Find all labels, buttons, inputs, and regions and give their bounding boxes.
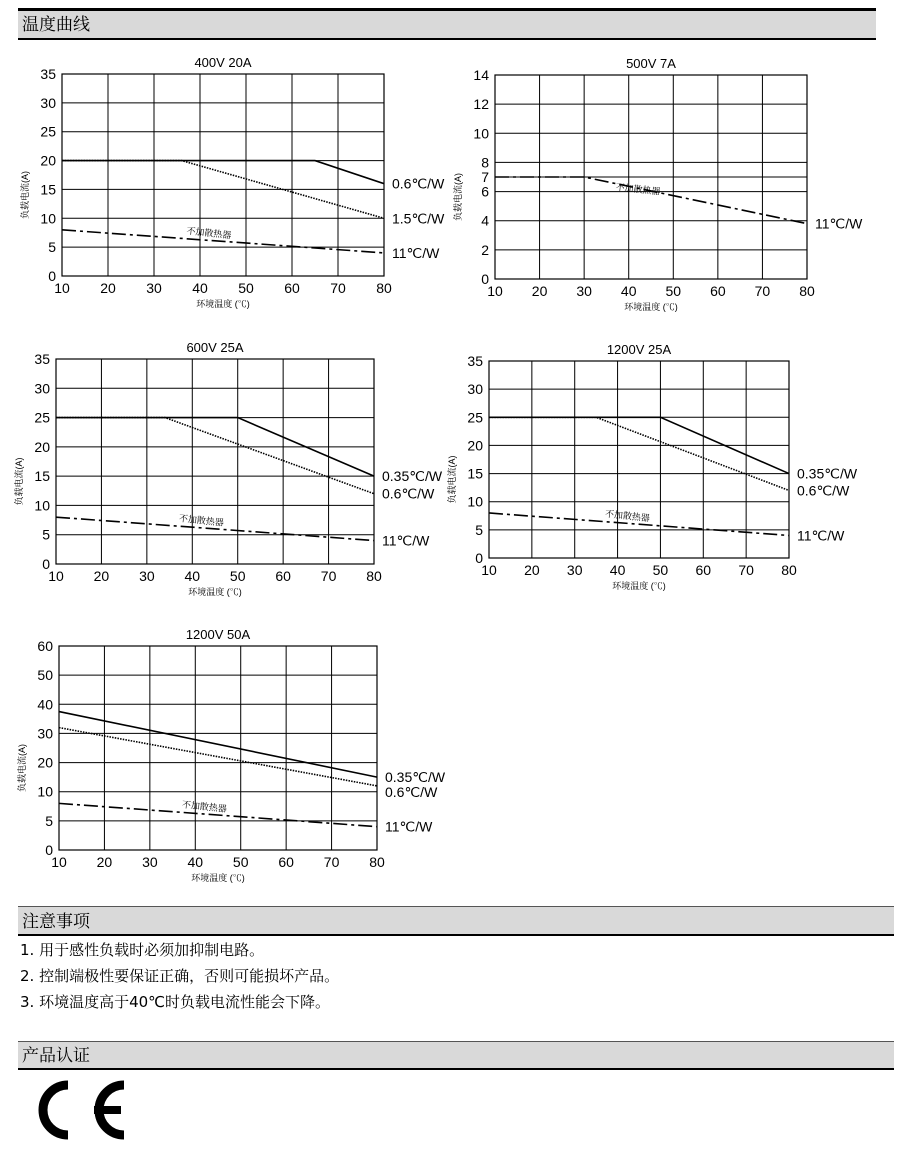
y-tick-label: 10	[467, 493, 483, 510]
y-tick-label: 30	[37, 725, 53, 742]
x-tick-label: 70	[330, 280, 346, 296]
x-tick-label: 40	[187, 854, 204, 870]
series-label: 11℃/W	[385, 818, 433, 835]
y-tick-label: 0	[475, 550, 483, 566]
y-tick-label: 25	[34, 409, 50, 426]
plot-frame	[59, 646, 377, 850]
y-tick-label: 0	[45, 842, 53, 858]
y-axis-label: 负载电流(A)	[17, 744, 27, 792]
y-tick-label: 40	[37, 696, 53, 713]
x-tick-label: 50	[229, 568, 246, 584]
x-tick-label: 70	[320, 568, 337, 584]
x-tick-label: 40	[184, 568, 201, 584]
y-tick-label: 0	[481, 271, 489, 287]
x-tick-label: 30	[146, 280, 162, 296]
y-tick-label: 30	[40, 94, 56, 111]
x-tick-label: 10	[54, 280, 70, 296]
no-heatsink-annotation: 不加散热器	[178, 513, 225, 528]
series-label: 0.35℃/W	[797, 465, 858, 482]
y-tick-label: 10	[40, 210, 56, 227]
note-item-3: 3. 环境温度高于40℃时负载电流性能会下降。	[20, 993, 331, 1011]
x-axis-label: 环境温度 (℃)	[612, 581, 666, 591]
series-label: 0.6℃/W	[385, 783, 438, 800]
section-title-certification: 产品认证	[18, 1041, 894, 1070]
x-tick-label: 10	[481, 562, 497, 578]
x-tick-label: 60	[710, 283, 726, 299]
x-tick-label: 70	[738, 562, 754, 578]
x-tick-label: 40	[192, 280, 208, 296]
x-tick-label: 60	[278, 854, 294, 870]
x-tick-label: 50	[232, 854, 249, 870]
y-tick-label: 35	[40, 66, 56, 82]
x-tick-label: 70	[323, 854, 340, 870]
x-tick-label: 20	[96, 854, 113, 870]
series-label: 11℃/W	[815, 215, 863, 232]
no-heatsink-annotation: 不加散热器	[615, 182, 661, 197]
y-tick-label: 5	[48, 239, 56, 256]
y-tick-label: 30	[34, 380, 50, 397]
x-tick-label: 60	[275, 568, 291, 584]
y-tick-label: 10	[37, 783, 53, 800]
series-label: 0.35℃/W	[382, 468, 443, 485]
y-tick-label: 5	[45, 812, 53, 829]
y-tick-label: 8	[481, 154, 489, 171]
y-tick-label: 60	[37, 638, 53, 654]
y-tick-label: 20	[37, 754, 53, 771]
x-tick-label: 30	[566, 562, 583, 578]
no-heatsink-annotation: 不加散热器	[185, 225, 232, 241]
x-axis-label: 环境温度 (℃)	[191, 873, 245, 883]
y-tick-label: 20	[467, 437, 483, 454]
x-tick-label: 40	[609, 562, 626, 578]
y-tick-label: 15	[467, 465, 483, 482]
x-tick-label: 50	[238, 280, 254, 296]
x-tick-label: 40	[620, 283, 637, 299]
x-tick-label: 20	[531, 283, 548, 299]
chart-title: 400V 20A	[194, 55, 252, 70]
series-label: 0.6℃/W	[797, 482, 850, 499]
x-tick-label: 10	[487, 283, 503, 299]
y-tick-label: 4	[481, 212, 489, 229]
y-tick-label: 2	[481, 241, 489, 258]
y-tick-label: 35	[34, 351, 50, 367]
x-tick-label: 80	[799, 283, 815, 299]
no-heatsink-annotation: 不加散热器	[181, 799, 228, 815]
x-tick-label: 20	[524, 562, 540, 578]
x-tick-label: 80	[366, 568, 382, 584]
y-axis-label: 负载电流(A)	[20, 171, 30, 219]
series-label: 0.35℃/W	[385, 769, 446, 786]
y-tick-label: 10	[34, 497, 50, 514]
note-item-2: 2. 控制端极性要保证正确，否则可能损坏产品。	[20, 967, 340, 985]
y-tick-label: 15	[40, 181, 56, 198]
x-tick-label: 50	[652, 562, 669, 578]
x-tick-label: 20	[100, 280, 116, 296]
x-tick-label: 30	[142, 854, 158, 870]
y-tick-label: 5	[475, 521, 483, 538]
y-tick-label: 30	[467, 381, 483, 398]
y-tick-label: 0	[48, 268, 56, 284]
x-axis-label: 环境温度 (℃)	[196, 299, 250, 309]
series-line-dotted	[59, 728, 377, 786]
chart-title: 500V 7A	[626, 56, 676, 71]
y-tick-label: 14	[473, 67, 489, 83]
x-tick-label: 10	[48, 568, 64, 584]
y-tick-label: 25	[40, 123, 56, 140]
y-tick-label: 20	[34, 438, 50, 455]
x-tick-label: 80	[781, 562, 797, 578]
x-tick-label: 60	[695, 562, 712, 578]
y-tick-label: 35	[467, 353, 483, 369]
ce-mark-c	[43, 1085, 68, 1135]
x-tick-label: 60	[284, 280, 300, 296]
note-item-1: 1. 用于感性负载时必须加抑制电路。	[20, 941, 265, 959]
x-tick-label: 80	[369, 854, 385, 870]
y-tick-label: 50	[37, 667, 53, 684]
series-line-solid	[59, 712, 377, 778]
no-heatsink-annotation: 不加散热器	[604, 508, 651, 524]
y-tick-label: 10	[473, 125, 489, 142]
series-label: 1.5℃/W	[392, 210, 445, 227]
y-tick-label: 6	[481, 183, 489, 200]
x-tick-label: 70	[754, 283, 771, 299]
chart-title: 1200V 25A	[606, 342, 672, 357]
y-tick-label: 0	[42, 556, 50, 572]
x-axis-label: 环境温度 (℃)	[188, 587, 242, 597]
y-tick-label: 12	[473, 96, 489, 113]
y-tick-label: 7	[481, 169, 489, 185]
y-axis-label: 负载电流(A)	[14, 457, 24, 506]
x-tick-label: 50	[665, 283, 682, 299]
section-title-curves: 温度曲线	[18, 11, 876, 40]
y-tick-label: 15	[34, 468, 50, 485]
series-label: 0.6℃/W	[392, 175, 445, 192]
x-tick-label: 30	[139, 568, 155, 584]
y-axis-label: 负载电流(A)	[447, 455, 457, 504]
y-tick-label: 25	[467, 409, 483, 426]
chart-title: 600V 25A	[186, 340, 244, 355]
y-tick-label: 20	[40, 152, 56, 169]
section-title-notes: 注意事项	[18, 906, 894, 936]
x-tick-label: 80	[376, 280, 392, 296]
series-label: 11℃/W	[797, 527, 845, 544]
series-label: 11℃/W	[382, 532, 430, 549]
x-tick-label: 20	[93, 568, 110, 584]
x-tick-label: 30	[576, 283, 592, 299]
series-label: 0.6℃/W	[382, 485, 435, 502]
y-axis-label: 负载电流(A)	[453, 173, 463, 221]
x-tick-label: 10	[51, 854, 67, 870]
ce-mark-logo	[24, 1077, 134, 1143]
x-axis-label: 环境温度 (℃)	[624, 302, 678, 312]
chart-grid	[59, 646, 377, 850]
chart-title: 1200V 50A	[185, 627, 251, 642]
series-label: 11℃/W	[392, 244, 440, 261]
y-tick-label: 5	[42, 526, 50, 543]
